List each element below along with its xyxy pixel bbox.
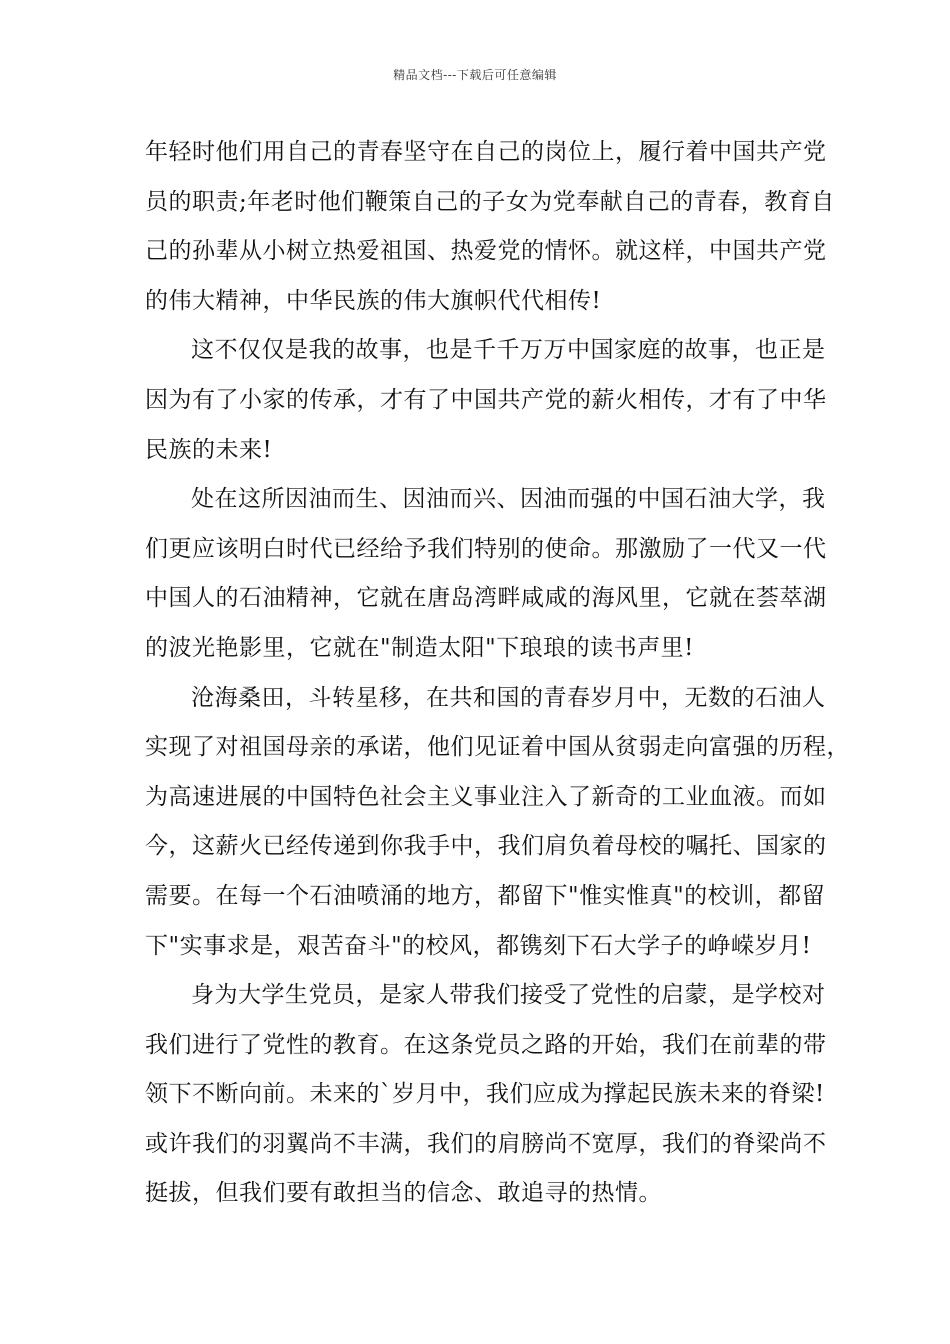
text-line: 员的职责;年老时他们鞭策自己的子女为党奉献自己的青春，教育自: [145, 188, 835, 215]
text-line: 实现了对祖国母亲的承诺，他们见证着中国从贫弱走向富强的历程，: [145, 734, 850, 761]
text-line: 的伟大精神，中华民族的伟大旗帜代代相传!: [145, 287, 602, 314]
text-line: 们更应该明白时代已经给予我们特别的使命。那激励了一代又一代: [145, 535, 827, 562]
page-header: 精品文档---下载后可任意编辑: [393, 68, 557, 82]
text-line: 中国人的石油精神，它就在唐岛湾畔咸咸的海风里，它就在荟萃湖: [145, 585, 827, 612]
text-line: 的波光艳影里，它就在"制造太阳"下琅琅的读书声里!: [145, 634, 694, 661]
text-line: 己的孙辈从小树立热爱祖国、热爱党的情怀。就这样，中国共产党: [145, 238, 827, 265]
text-line: 民族的未来!: [145, 436, 273, 463]
paragraph-first-line: 这不仅仅是我的故事，也是千千万万中国家庭的故事，也正是: [191, 337, 826, 364]
text-line: 今，这薪火已经传递到你我手中，我们肩负着母校的嘱托、国家的: [145, 833, 827, 860]
text-line: 为高速进展的中国特色社会主义事业注入了新奇的工业血液。而如: [145, 783, 827, 810]
paragraph-first-line: 沧海桑田，斗转星移，在共和国的青春岁月中，无数的石油人: [191, 684, 826, 711]
text-line: 我们进行了党性的教育。在这条党员之路的开始，我们在前辈的带: [145, 1031, 827, 1058]
paragraph-first-line: 身为大学生党员，是家人带我们接受了党性的启蒙，是学校对: [191, 982, 826, 1009]
text-line: 挺拔，但我们要有敢担当的信念、敢追寻的热情。: [145, 1180, 662, 1207]
text-line: 下"实事求是，艰苦奋斗"的校风，都镌刻下石大学子的峥嵘岁月!: [145, 932, 812, 959]
text-line: 或许我们的羽翼尚不丰满，我们的肩膀尚不宽厚，我们的脊梁尚不: [145, 1130, 827, 1157]
text-line: 领下不断向前。未来的`岁月中，我们应成为撑起民族未来的脊梁!: [145, 1081, 825, 1108]
text-line: 需要。在每一个石油喷涌的地方，都留下"惟实惟真"的校训，都留: [145, 882, 826, 909]
text-line: 年轻时他们用自己的青春坚守在自己的岗位上，履行着中国共产党: [145, 139, 827, 165]
text-line: 因为有了小家的传承，才有了中国共产党的薪火相传，才有了中华: [145, 386, 827, 413]
document-body: [145, 128, 850, 1219]
paragraph-first-line: 处在这所因油而生、因油而兴、因油而强的中国石油大学，我: [191, 486, 826, 513]
